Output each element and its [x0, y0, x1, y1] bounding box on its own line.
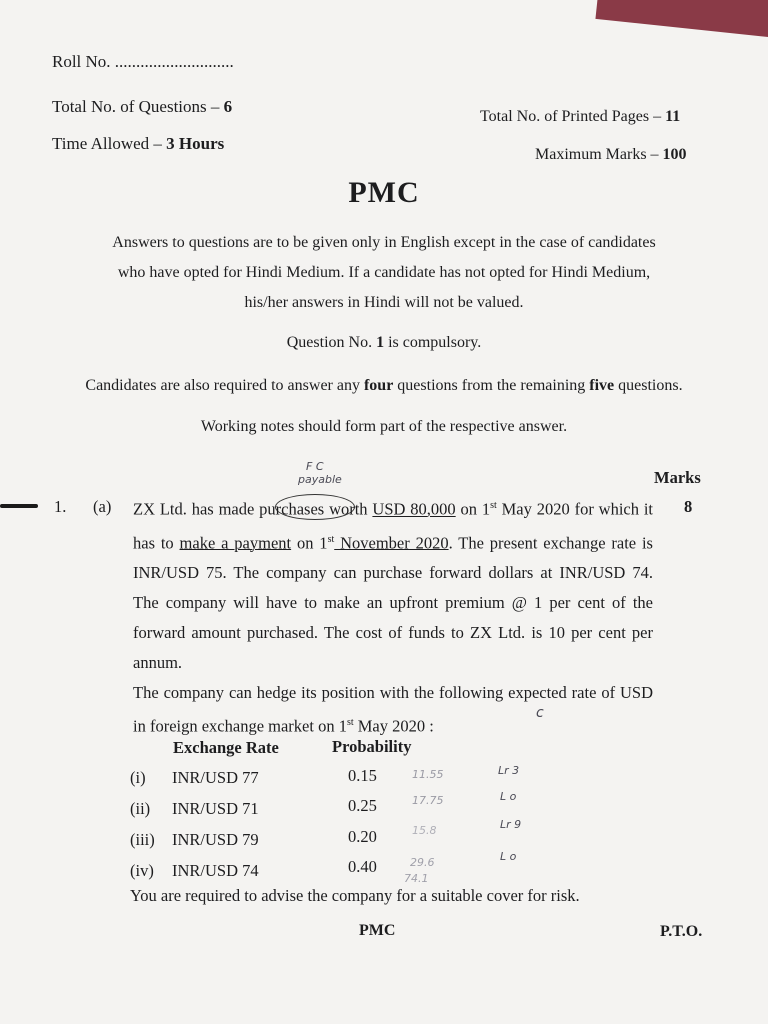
row-probability: 0.25 [348, 796, 377, 815]
row-rate: INR/USD 74 [172, 861, 259, 880]
q-sup-1: st [490, 500, 497, 511]
footer-code: PMC [359, 922, 396, 939]
q-text-d: May 2020 for which it has to [133, 499, 653, 552]
question-marks: 8 [684, 497, 693, 516]
table-row [130, 830, 259, 850]
time-allowed [52, 134, 224, 154]
q-usd-amount: USD 80,000 [372, 499, 456, 519]
row-num: (iii) [130, 830, 155, 849]
time-allowed-value: 3 Hours [166, 134, 225, 153]
row-num: (ii) [130, 799, 151, 818]
q2-text-a: The company can hedge its position with the following expected rate of USD in foreign exchange market on 1 [133, 683, 653, 736]
table-header-rate: Exchange Rate [173, 738, 279, 757]
handwritten-mark-2: L o [500, 790, 517, 803]
handwritten-calc-2: 17.75 [412, 794, 444, 807]
handwritten-calc-4: 29.6 [410, 856, 435, 869]
q-text-f: . The present exchange rate is INR/USD 75. The company can purchase forward dollars at INR/USD 74. The company will have to make an upfront premium @ 1 per cent of the forward amount purchased. The cost of funds to ZX Ltd. is 10 per cent per annum. [133, 533, 653, 672]
q-purchases: purchases [259, 499, 325, 519]
handwritten-fc: F C [306, 460, 324, 473]
marks-heading: Marks [654, 468, 701, 487]
row-rate: INR/USD 71 [172, 799, 259, 818]
handwritten-calc-1: 11.55 [412, 768, 444, 781]
q2-sup: st [346, 717, 354, 728]
q-text-e: on 1 [291, 533, 328, 552]
instruction-line-3: his/her answers in Hindi will not be valued. [244, 294, 524, 311]
total-questions-label: Total No. of Questions – [52, 97, 224, 116]
q-text-b: worth [324, 499, 373, 519]
compulsory-num: 1 [376, 334, 385, 351]
time-allowed-label: Time Allowed – [52, 134, 167, 153]
handwritten-c: c [536, 705, 544, 721]
table-row [130, 768, 259, 788]
compulsory-note [0, 334, 768, 352]
footer-pto: P.T.O. [660, 923, 703, 940]
table-row [130, 799, 259, 819]
question-part: (a) [93, 497, 112, 516]
handwritten-mark-3: Lr 9 [500, 818, 522, 831]
margin-pen-mark [0, 504, 38, 508]
q2-text-b: May 2020 : [353, 716, 434, 736]
table-row [130, 861, 259, 881]
working-notes: Working notes should form part of the respective answer. [200, 418, 568, 435]
handwritten-payable: payable [298, 473, 342, 486]
row-probability: 0.20 [348, 827, 377, 846]
q-sup-2: st [327, 533, 335, 545]
compulsory-post: is compulsory. [384, 334, 482, 351]
question-number: 1. [54, 497, 67, 516]
roll-no: Roll No. ............................ [52, 52, 234, 71]
maximum-marks-label: Maximum Marks – [535, 146, 663, 163]
q-november: November 2020 [334, 533, 449, 552]
question-body [133, 491, 653, 742]
instruction-line-2: who have opted for Hindi Medium. If a candidate has not opted for Hindi Medium, [117, 264, 651, 281]
instruction-line-1: Answers to questions are to be given only in English except in the case of candidates [112, 234, 656, 251]
question-paragraph-1 [133, 491, 653, 678]
paper-title: PMC [348, 176, 420, 209]
handwritten-mark-4: L o [500, 850, 517, 863]
q-make-payment: make a payment [179, 533, 292, 552]
printed-pages [480, 108, 680, 126]
row-num: (i) [130, 768, 146, 787]
row-rate: INR/USD 79 [172, 830, 259, 849]
answer-any-five: five [589, 377, 615, 394]
q-text-c: on 1 [455, 499, 491, 519]
row-rate: INR/USD 77 [172, 768, 259, 787]
total-questions-value: 6 [223, 97, 233, 116]
handwritten-calc-3: 15.8 [412, 824, 437, 837]
answer-any-post: questions. [614, 377, 683, 394]
answer-any-note [0, 377, 768, 395]
q-text-a: ZX Ltd. has made [133, 499, 260, 519]
row-probability: 0.15 [348, 766, 377, 785]
row-num: (iv) [130, 861, 154, 880]
printed-pages-label: Total No. of Printed Pages – [480, 108, 666, 125]
answer-any-four: four [363, 377, 394, 394]
answer-any-mid: questions from the remaining [393, 377, 590, 394]
answer-any-pre: Candidates are also required to answer any [85, 377, 364, 394]
printed-pages-value: 11 [665, 108, 681, 125]
handwritten-mark-1: Lr 3 [498, 764, 520, 777]
question-paragraph-2 [133, 678, 653, 742]
row-probability: 0.40 [348, 857, 377, 876]
advice-line: You are required to advise the company for a suitable cover for risk. [130, 886, 580, 905]
compulsory-pre: Question No. [286, 334, 377, 351]
maximum-marks-value: 100 [662, 146, 687, 163]
handwritten-calc-5: 74.1 [404, 872, 429, 885]
total-questions [52, 97, 232, 117]
table-header-probability: Probability [332, 737, 412, 756]
maximum-marks [535, 146, 687, 164]
